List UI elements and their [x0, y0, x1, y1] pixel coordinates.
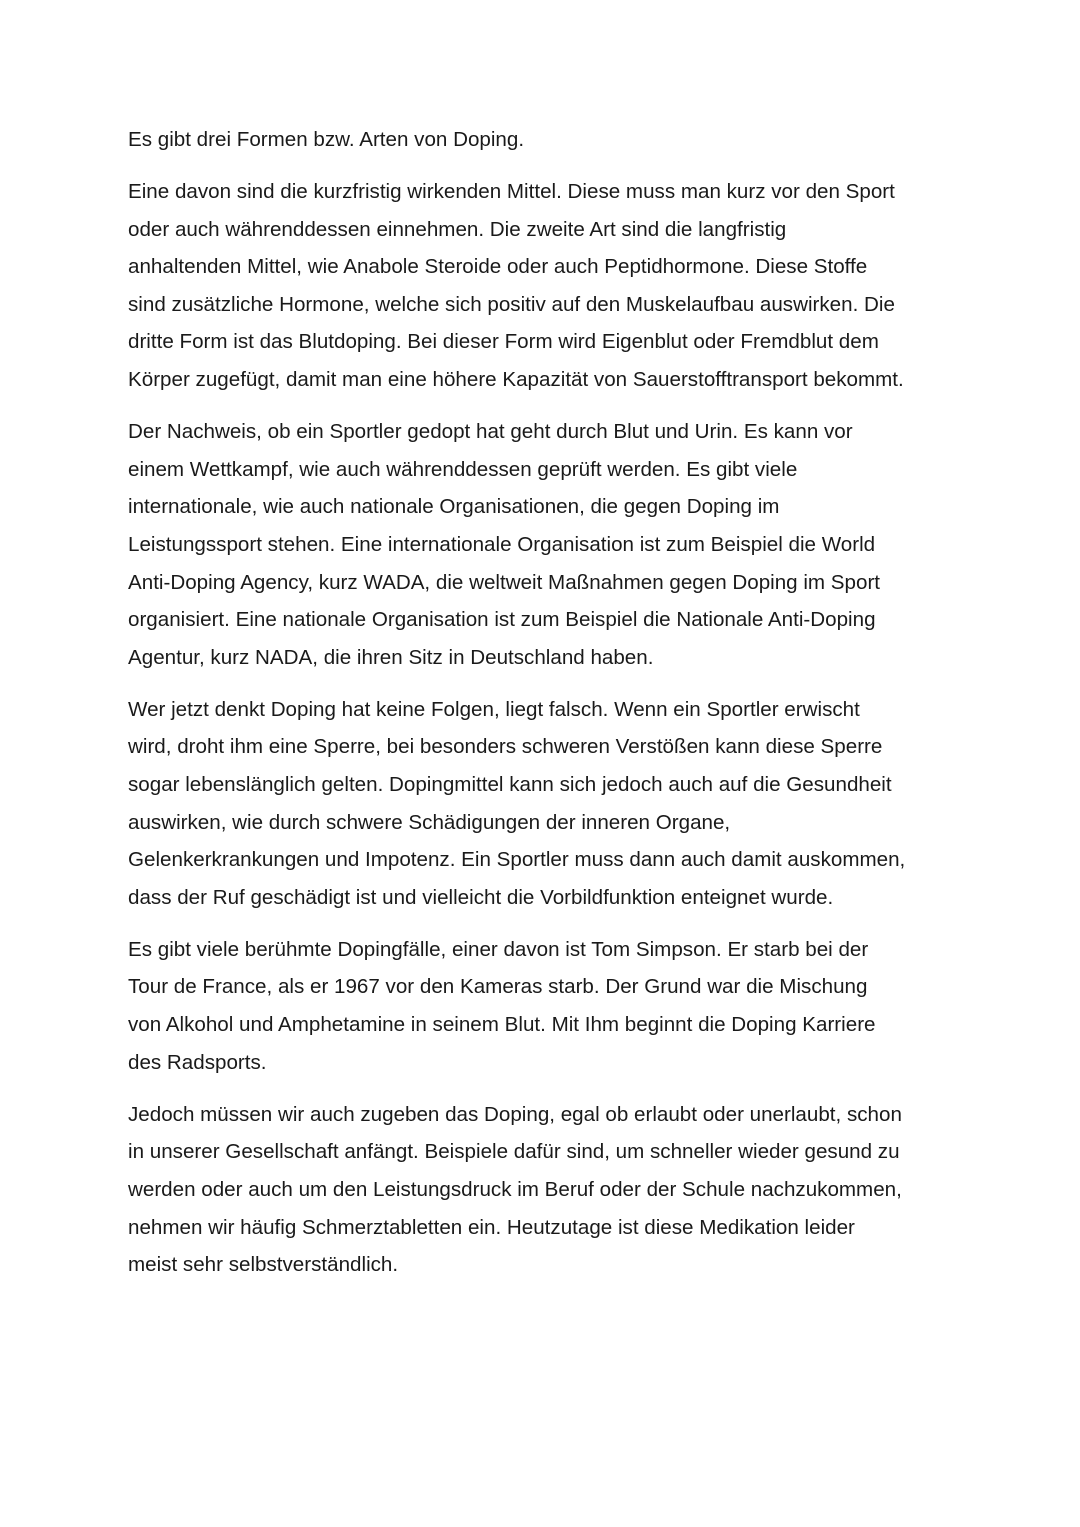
text-line: Jedoch müssen wir auch zugeben das Doping, egal ob erlaubt oder unerlaubt, schon: [128, 1102, 902, 1126]
text-line: Körper zugefügt, damit man eine höhere Kapazität von Sauerstofftransport bekommt.: [128, 368, 904, 392]
text-line: Agentur, kurz NADA, die ihren Sitz in Deutschland haben.: [128, 645, 654, 669]
text-line: wird, droht ihm eine Sperre, bei besonders schweren Verstößen kann diese Sperre: [128, 735, 883, 759]
text-line: oder auch währenddessen einnehmen. Die zweite Art sind die langfristig: [128, 217, 787, 241]
text-line: Leistungssport stehen. Eine internationale Organisation ist zum Beispiel die World: [128, 532, 876, 556]
text-line: werden oder auch um den Leistungsdruck im Beruf oder der Schule nachzukommen,: [128, 1177, 902, 1201]
text-line: einem Wettkampf, wie auch währenddessen geprüft werden. Es gibt viele: [128, 457, 798, 481]
text-line: organisiert. Eine nationale Organisation ist zum Beispiel die Nationale Anti-Doping: [128, 608, 876, 632]
text-line: Wer jetzt denkt Doping hat keine Folgen, liegt falsch. Wenn ein Sportler erwischt: [128, 697, 860, 721]
text-line: Anti-Doping Agency, kurz WADA, die weltweit Maßnahmen gegen Doping im Sport: [128, 570, 881, 594]
text-line: nehmen wir häufig Schmerztabletten ein. Heutzutage ist diese Medikation leider: [128, 1215, 855, 1239]
paragraph-society: [128, 1096, 956, 1284]
text-line: anhaltenden Mittel, wie Anabole Steroide oder auch Peptidhormone. Diese Stoffe: [128, 255, 868, 279]
paragraph-detection: [128, 413, 956, 676]
text-line: Tour de France, als er 1967 vor den Kameras starb. Der Grund war die Mischung: [128, 975, 868, 999]
paragraph-consequences: [128, 691, 956, 917]
text-line: sind zusätzliche Hormone, welche sich positiv auf den Muskelaufbau auswirken. Die: [128, 292, 895, 316]
text-line: dritte Form ist das Blutdoping. Bei dieser Form wird Eigenblut oder Fremdblut dem: [128, 330, 879, 354]
text-line: in unserer Gesellschaft anfängt. Beispiele dafür sind, um schneller wieder gesund zu: [128, 1140, 900, 1164]
text-line: dass der Ruf geschädigt ist und vielleicht die Vorbildfunktion enteignet wurde.: [128, 885, 834, 909]
text-line: meist sehr selbstverständlich.: [128, 1253, 399, 1277]
text-line: internationale, wie auch nationale Organisationen, die gegen Doping im: [128, 495, 780, 519]
text-line: sogar lebenslänglich gelten. Dopingmittel kann sich jedoch auch auf die Gesundheit: [128, 773, 892, 796]
text-line: von Alkohol und Amphetamine in seinem Blut. Mit Ihm beginnt die Doping Karriere: [128, 1013, 876, 1037]
text-line: Es gibt viele berühmte Dopingfälle, einer davon ist Tom Simpson. Er starb bei der: [128, 937, 869, 961]
text-line: Eine davon sind die kurzfristig wirkenden Mittel. Diese muss man kurz vor den Sport: [128, 180, 895, 204]
text-line: des Radsports.: [128, 1050, 267, 1074]
text-line: auswirken, wie durch schwere Schädigungen der inneren Organe,: [128, 810, 731, 834]
paragraph-intro: [128, 121, 956, 159]
text-line: Es gibt drei Formen bzw. Arten von Doping.: [128, 128, 525, 151]
paragraph-famous-cases: [128, 931, 956, 1081]
text-line: Der Nachweis, ob ein Sportler gedopt hat geht durch Blut und Urin. Es kann vor: [128, 420, 853, 444]
document-body: [128, 121, 956, 1298]
text-line: Gelenkerkrankungen und Impotenz. Ein Sportler muss dann auch damit auskommen,: [128, 848, 906, 872]
paragraph-doping-types: [128, 173, 956, 399]
